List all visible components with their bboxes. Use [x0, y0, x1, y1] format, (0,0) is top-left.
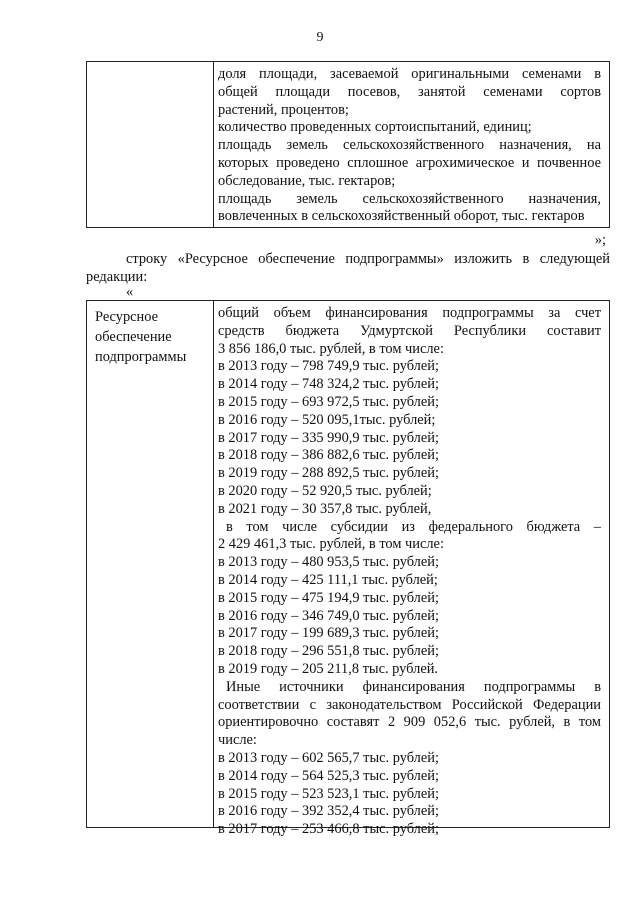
text-line: 3 856 186,0 тыс. рублей, в том числе: — [218, 340, 444, 357]
text-line: в 2014 году – 564 525,3 тыс. рублей; — [218, 767, 439, 784]
text-line: в 2017 году – 199 689,3 тыс. рублей; — [218, 625, 439, 642]
resource-table — [86, 300, 610, 838]
text-line: вовлеченных в сельскохозяйственный оборот, тыс. гектаров — [218, 208, 585, 225]
closing-quote: »; — [594, 232, 606, 248]
text-line: в 2016 году – 346 749,0 тыс. рублей; — [218, 607, 439, 624]
text-line: в 2016 году – 520 095,1тыс. рублей; — [218, 411, 436, 428]
text-line: в 2018 году – 296 551,8 тыс. рублей; — [218, 643, 439, 660]
instruction-line: редакции: — [86, 269, 148, 285]
text-line: в 2014 году – 425 111,1 тыс. рублей; — [218, 571, 438, 588]
text-line: в 2021 году – 30 357,8 тыс. рублей, — [218, 500, 432, 517]
label-line: подпрограммы — [95, 349, 187, 365]
page-number: 9 — [316, 30, 324, 45]
funding-cell — [214, 301, 609, 839]
text-line: в том числе субсидии из федерального бюджета – — [226, 518, 601, 535]
text-line: числе: — [218, 732, 257, 749]
table-row — [87, 62, 609, 227]
text-line: в 2013 году – 480 953,5 тыс. рублей; — [218, 554, 439, 571]
indicators-cell — [214, 62, 609, 227]
text-line: общий объем финансирования подпрограммы за счет — [218, 305, 601, 321]
text-line: средств бюджета Удмуртской Республики составит — [218, 322, 601, 339]
text-line: общей площади посевов, занятой семенами сортов — [218, 83, 601, 100]
text-line: в 2014 году – 748 324,2 тыс. рублей; — [218, 376, 439, 393]
text-line: ориентировочно составят 2 909 052,6 тыс. рублей, в том — [218, 714, 601, 731]
text-line: в 2015 году – 693 972,5 тыс. рублей; — [218, 393, 439, 410]
text-line: в 2016 году – 392 352,4 тыс. рублей; — [218, 803, 439, 820]
opening-quote: « — [126, 284, 134, 300]
text-line: доля площади, засеваемой оригинальными семенами в — [218, 66, 601, 82]
text-line: соответствии с законодательством Российской Федерации — [218, 696, 601, 713]
text-line: Иные источники финансирования подпрограммы в — [226, 678, 601, 695]
text-line: 2 429 461,3 тыс. рублей, в том числе: — [218, 536, 444, 553]
text-line: площадь земель сельскохозяйственного назначения, на — [218, 137, 601, 154]
text-line: растений, процентов; — [218, 101, 349, 118]
text-line: в 2013 году – 602 565,7 тыс. рублей; — [218, 749, 439, 766]
text-line: в 2017 году – 253 466,8 тыс. рублей; — [218, 821, 439, 838]
text-line: в 2015 году – 475 194,9 тыс. рублей; — [218, 589, 439, 606]
text-line: в 2018 году – 386 882,6 тыс. рублей; — [218, 447, 439, 464]
table-row — [87, 301, 609, 839]
label-cell — [87, 301, 214, 827]
text-line: в 2017 году – 335 990,9 тыс. рублей; — [218, 429, 439, 446]
text-line: в 2020 году – 52 920,5 тыс. рублей; — [218, 482, 432, 499]
text-line: в 2019 году – 288 892,5 тыс. рублей; — [218, 465, 439, 482]
text-line: в 2015 году – 523 523,1 тыс. рублей; — [218, 785, 439, 802]
text-line: в 2019 году – 205 211,8 тыс. рублей. — [218, 660, 439, 677]
instruction-paragraph — [86, 250, 610, 286]
text-line: площадь земель сельскохозяйственного назначения, — [218, 190, 601, 207]
instruction-line: строку «Ресурсное обеспечение подпрограммы» изложить в следующей — [126, 251, 610, 267]
label-cell — [87, 62, 214, 227]
text-line: в 2013 году – 798 749,9 тыс. рублей; — [218, 358, 439, 375]
text-line: которых проведено сплошное агрохимическое и почвенное — [218, 154, 601, 171]
indicators-table — [86, 61, 610, 228]
label-line: Ресурсное — [95, 309, 158, 325]
label-line: обеспечение — [95, 329, 172, 345]
text-line: обследование, тыс. гектаров; — [218, 172, 396, 189]
text-line: количество проведенных сортоиспытаний, единиц; — [218, 119, 532, 136]
